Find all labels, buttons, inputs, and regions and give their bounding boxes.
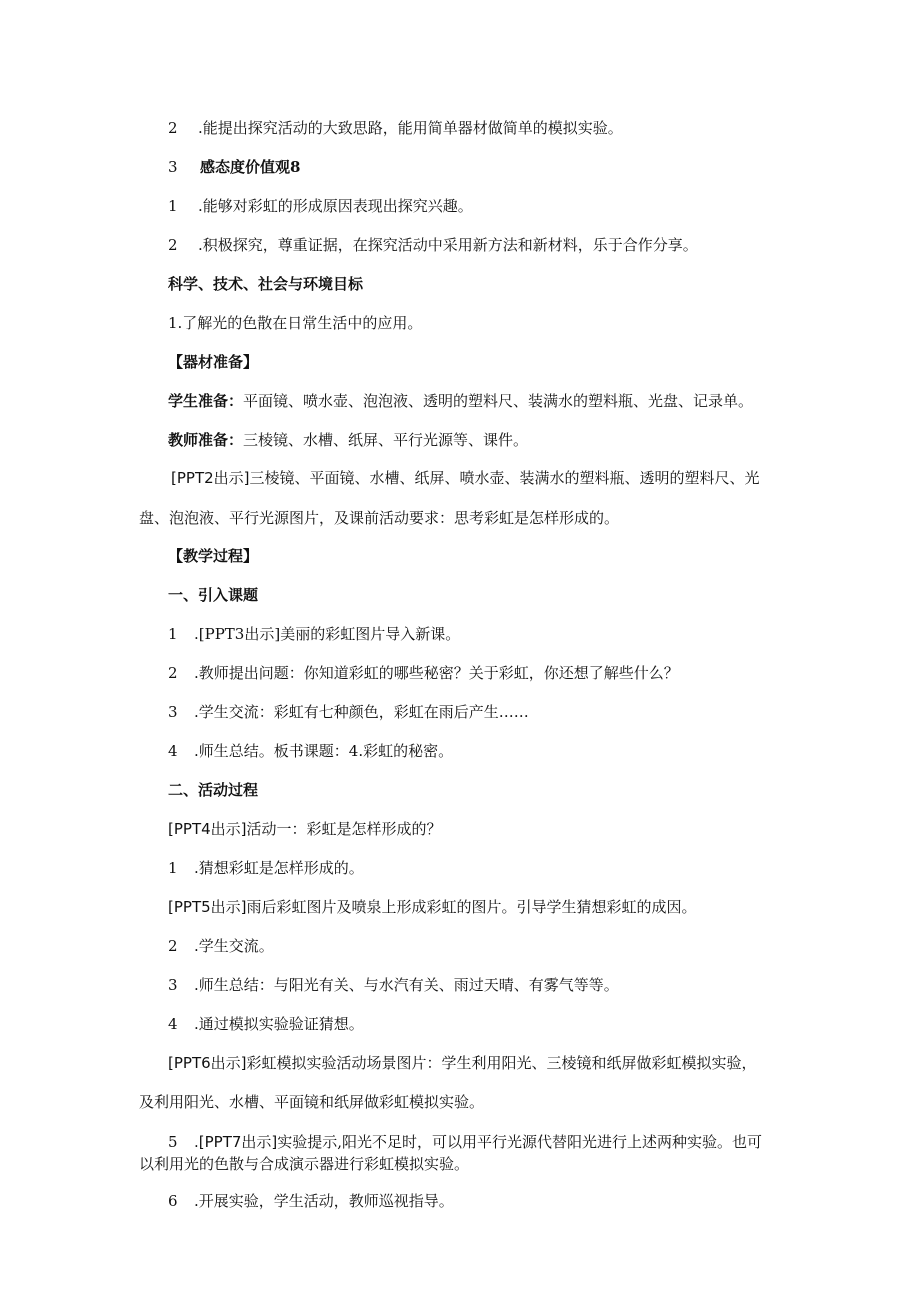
line-text: .能提出探究活动的大致思路，能用简单器材做简单的模拟实验。 (198, 119, 623, 137)
item-number: 2 (168, 119, 178, 137)
item-number: 1 (168, 859, 178, 877)
step-line (168, 1132, 762, 1152)
line-text: .学生交流：彩虹有七种颜色，彩虹在雨后产生…… (194, 703, 529, 721)
ppt-line-continued (139, 508, 619, 528)
ppt-line (171, 468, 760, 488)
step-line (168, 702, 529, 722)
section-heading (168, 780, 258, 800)
line-text: .教师提出问题：你知道彩虹的哪些秘密？关于彩虹，你还想了解些什么？ (194, 664, 679, 682)
item-number: 1 (168, 197, 178, 215)
line-text: 平面镜、喷水壶、泡泡液、透明的塑料尺、装满水的塑料瓶、光盘、记录单。 (243, 392, 754, 410)
line-text: .积极探究，尊重证据，在探究活动中采用新方法和新材料，乐于合作分享。 (198, 236, 698, 254)
line-text: 二、活动过程 (168, 781, 259, 799)
item-number: 3 (168, 976, 178, 994)
item-number: 2 (168, 664, 178, 682)
ppt-line (168, 897, 697, 917)
section-heading (168, 352, 258, 372)
line-text: .猜想彩虹是怎样形成的。 (194, 859, 364, 877)
step-line (168, 624, 460, 644)
line-text: 以利用光的色散与合成演示器进行彩虹模拟实验。 (139, 1155, 470, 1173)
item-number: 2 (168, 937, 178, 955)
line-text: 【器材准备】 (168, 353, 259, 371)
line-label: [PPT4出示]活动一： (168, 820, 307, 838)
item-number: 2 (168, 236, 178, 254)
line-text: 三棱镜、平面镜、水槽、纸屏、喷水壶、装满水的塑料瓶、透明的塑料尺、光 (249, 469, 760, 487)
line-label: 教师准备： (168, 431, 244, 449)
step-line (168, 936, 274, 956)
line-text: .通过模拟实验验证猜想。 (194, 1015, 364, 1033)
section-heading (168, 585, 258, 605)
step-line-continued (139, 1154, 469, 1174)
step-line (168, 663, 679, 683)
line-text: 实验提示,阳光不足时，可以用平行光源代替阳光进行上述两种实验。也可 (277, 1133, 763, 1151)
line-text: 三棱镜、水槽、纸屏、平行光源等、课件。 (243, 431, 529, 449)
line-text: .师生总结：与阳光有关、与水汽有关、雨过天晴、有雾气等等。 (194, 976, 619, 994)
line-text: 彩虹模拟实验活动场景图片：学生利用阳光、三棱镜和纸屏做彩虹模拟实验， (246, 1054, 757, 1072)
line-text: 【教学过程】 (168, 547, 259, 565)
item-number: 6 (168, 1192, 178, 1210)
item-number: 3 (168, 158, 178, 176)
line-text: 一、引入课题 (168, 586, 259, 604)
materials-line (168, 391, 753, 411)
ppt-line-continued (139, 1092, 484, 1112)
section-heading (168, 274, 363, 294)
line-text: .师生总结。板书课题：4.彩虹的秘密。 (194, 742, 454, 760)
objective-line (168, 118, 623, 138)
line-text: 雨后彩虹图片及喷泉上形成彩虹的图片。引导学生猜想彩虹的成因。 (246, 898, 697, 916)
section-heading (168, 546, 258, 566)
line-text: .开展实验，学生活动，教师巡视指导。 (194, 1192, 454, 1210)
line-text: 彩虹是怎样形成的？ (306, 820, 442, 838)
step-line (168, 1191, 454, 1211)
objective-line (168, 235, 698, 255)
ppt-line (168, 819, 442, 839)
line-label: 学生准备： (168, 392, 244, 410)
item-number: 3 (168, 703, 178, 721)
step-line (168, 741, 453, 761)
line-label: [PPT5出示] (168, 898, 247, 916)
section-heading (168, 157, 300, 177)
line-label: .[PPT7出示] (194, 1133, 278, 1151)
ppt-line (168, 1053, 757, 1073)
line-text: 及利用阳光、水槽、平面镜和纸屏做彩虹模拟实验。 (139, 1093, 485, 1111)
line-text: 感态度价值观8 (200, 158, 301, 176)
line-text: .学生交流。 (194, 937, 274, 955)
objective-line (168, 196, 473, 216)
line-text: 1.了解光的色散在日常生活中的应用。 (168, 314, 423, 332)
materials-line (168, 430, 528, 450)
step-line (168, 1014, 364, 1034)
step-line (168, 858, 364, 878)
line-text: .能够对彩虹的形成原因表现出探究兴趣。 (198, 197, 473, 215)
item-number: 4 (168, 1015, 178, 1033)
line-text: .[PPT3出示]美丽的彩虹图片导入新课。 (194, 625, 461, 643)
step-line (168, 975, 619, 995)
item-number: 5 (168, 1133, 178, 1151)
item-number: 1 (168, 625, 178, 643)
line-label: [PPT2出示] (171, 469, 250, 487)
line-text: 科学、技术、社会与环境目标 (168, 275, 364, 293)
line-label: [PPT6出示] (168, 1054, 247, 1072)
line-text: 盘、泡泡液、平行光源图片，及课前活动要求：思考彩虹是怎样形成的。 (139, 509, 620, 527)
objective-line (168, 313, 422, 333)
item-number: 4 (168, 742, 178, 760)
